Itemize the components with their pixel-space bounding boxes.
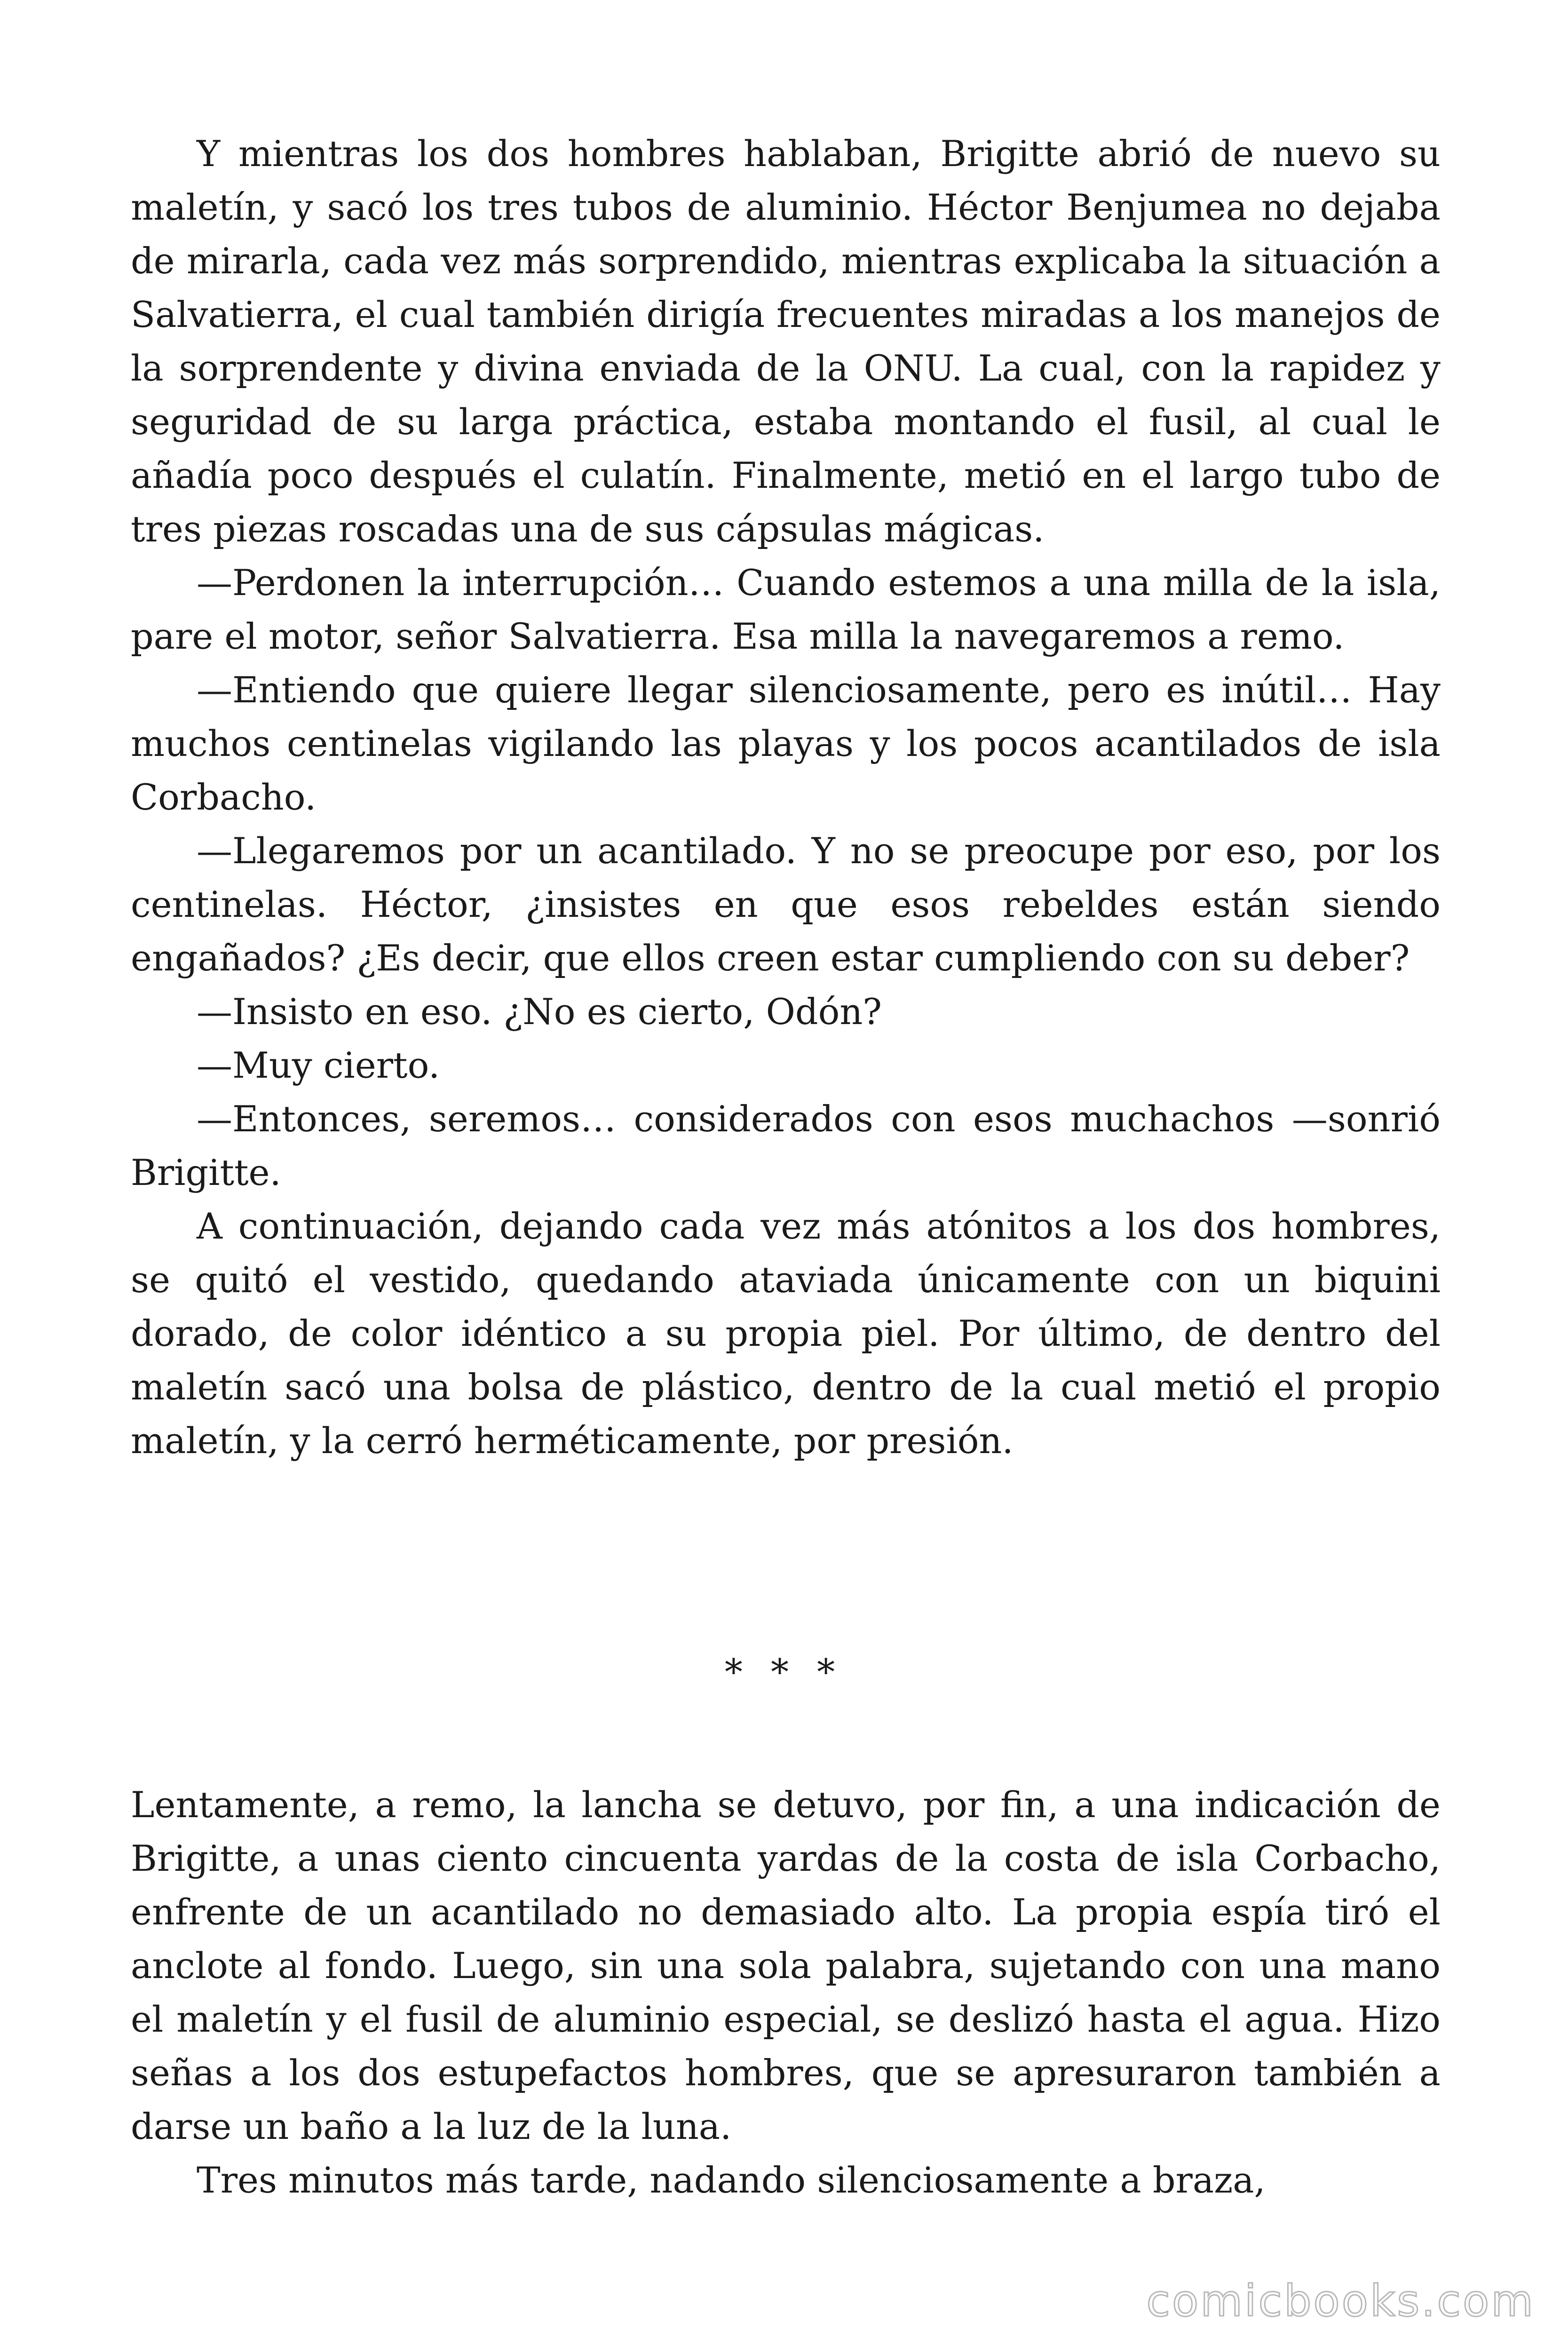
- dialogue-paragraph: —Entonces, seremos… considerados con esos muchachos —sonrió Brigitte.: [131, 1098, 1441, 1193]
- paragraph: Lentamente, a remo, la lancha se detuvo, por fin, a una indicación de Brigitte, a unas ciento cincuenta yardas de la costa de isla Corbacho, enfrente de un acantilado no demasiado alto. La propia espía tiró el anclote al fondo. Luego, sin una sola palabra, sujetando con una mano el maletín y el fusil de aluminio especial, se deslizó hasta el agua. Hizo señas a los dos estupefactos hombres, que se apresuraron también a darse un baño a la luz de la luna.: [131, 1784, 1441, 2147]
- dialogue-paragraph: —Muy cierto.: [197, 1044, 440, 1086]
- text-block-top: [131, 127, 1441, 1468]
- paragraph: Tres minutos más tarde, nadando silenciosamente a braza,: [197, 2159, 1266, 2201]
- dialogue-paragraph: —Llegaremos por un acantilado. Y no se preocupe por eso, por los centinelas. Héctor, ¿insistes en que esos rebeldes están siendo engañados? ¿Es decir, que ellos creen estar cumpliendo con su deber?: [131, 830, 1441, 979]
- section-separator: * * *: [724, 1651, 844, 1693]
- text-block-bottom: [131, 1778, 1441, 2207]
- dialogue-paragraph: —Insisto en eso. ¿No es cierto, Odón?: [197, 991, 882, 1033]
- paragraph: A continuación, dejando cada vez más atónitos a los dos hombres, se quitó el vestido, quedando ataviada únicamente con un biquini dorado, de color idéntico a su propia piel. Por último, de dentro del maletín sacó una bolsa de plástico, dentro de la cual metió el propio maletín, y la cerró herméticamente, por presión.: [131, 1205, 1441, 1462]
- dialogue-paragraph: —Entiendo que quiere llegar silenciosamente, pero es inútil… Hay muchos centinelas vigilando las playas y los pocos acantilados de isla Corbacho.: [131, 669, 1441, 818]
- dialogue-paragraph: —Perdonen la interrupción… Cuando estemos a una milla de la isla, pare el motor, señor Salvatierra. Esa milla la navegaremos a remo.: [131, 562, 1441, 657]
- watermark: comicbooks.com: [1146, 2276, 1535, 2326]
- paragraph: Y mientras los dos hombres hablaban, Brigitte abrió de nuevo su maletín, y sacó los tres tubos de aluminio. Héctor Benjumea no dejaba de mirarla, cada vez más sorprendido, mientras explicaba la situación a Salvatierra, el cual también dirigía frecuentes miradas a los manejos de la sorprendente y divina enviada de la ONU. La cual, con la rapidez y seguridad de su larga práctica, estaba montando el fusil, al cual le añadía poco después el culatín. Finalmente, metió en el largo tubo de tres piezas roscadas una de sus cápsulas mágicas.: [131, 133, 1441, 550]
